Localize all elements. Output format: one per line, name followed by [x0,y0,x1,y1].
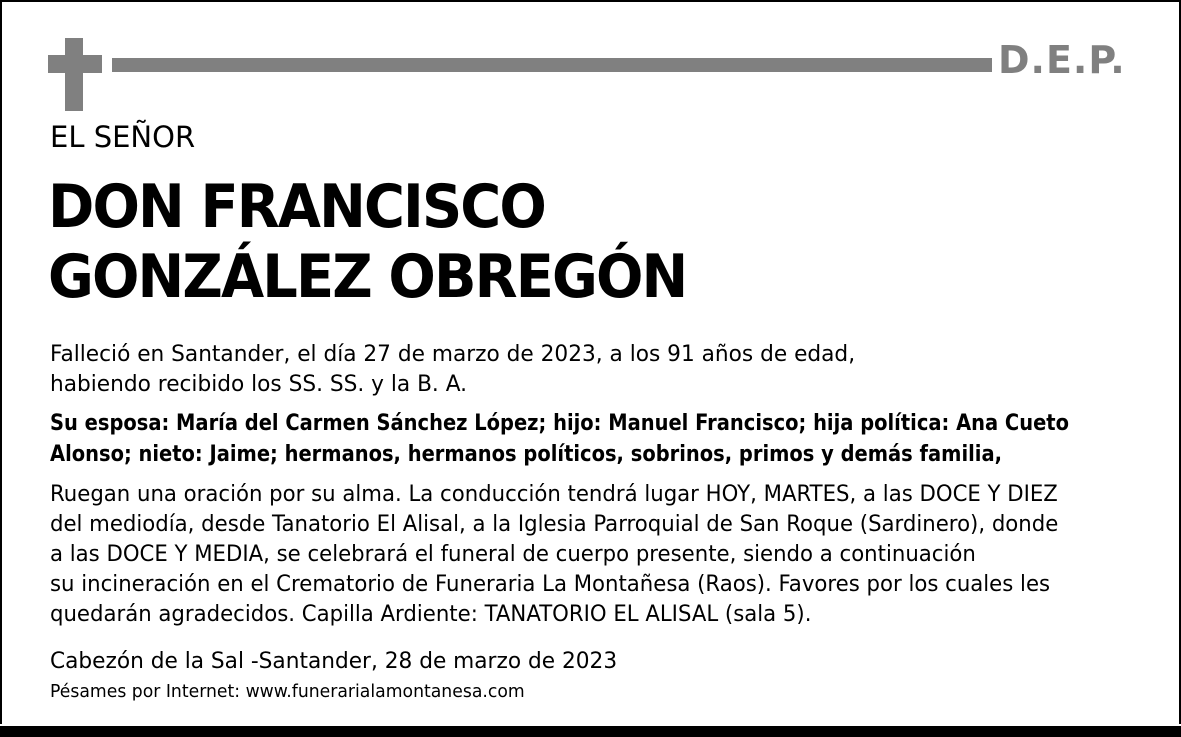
dep-label: D.E.P. [998,38,1126,82]
name-line: DON FRANCISCO [48,172,545,242]
name-line: GONZÁLEZ OBREGÓN [48,242,687,312]
text-line: a las DOCE Y MEDIA, se celebrará el funeral de cuerpo presente, siendo a continuación [50,542,976,567]
bottom-border [0,726,1181,737]
death-paragraph [50,340,855,400]
internet-condolences: Pésames por Internet: www.funerarialamontanesa.com [50,682,525,702]
latin-cross-icon [48,38,102,111]
text-line: del mediodía, desde Tanatorio El Alisal, a la Iglesia Parroquial de San Roque (Sardinero), donde [50,512,1059,537]
text-line: Ruegan una oración por su alma. La conducción tendrá lugar HOY, MARTES, a las DOCE Y DIEZ [50,482,1058,507]
text-line: Alonso; nieto: Jaime; hermanos, hermanos políticos, sobrinos, primos y demás familia, [50,442,1003,467]
honorific-prefix: EL SEÑOR [50,120,196,154]
notice-paragraph [50,480,1058,630]
cross-horizontal-bar [48,55,102,73]
family-paragraph [50,408,1069,470]
cross-vertical-bar [65,38,83,111]
text-line: Falleció en Santander, el día 27 de marzo de 2023, a los 91 años de edad, [50,342,856,367]
header-rule [112,58,992,72]
text-line: Su esposa: María del Carmen Sánchez López; hijo: Manuel Francisco; hija política: Ana Cueto [50,411,1069,436]
text-line: su incineración en el Crematorio de Funeraria La Montañesa (Raos). Favores por los cuales les [50,572,1051,597]
text-line: quedarán agradecidos. Capilla Ardiente: TANATORIO EL ALISAL (sala 5). [50,602,812,627]
text-line: habiendo recibido los SS. SS. y la B. A. [50,372,468,397]
deceased-name [48,172,686,312]
place-date: Cabezón de la Sal -Santander, 28 de marzo de 2023 [50,649,618,674]
